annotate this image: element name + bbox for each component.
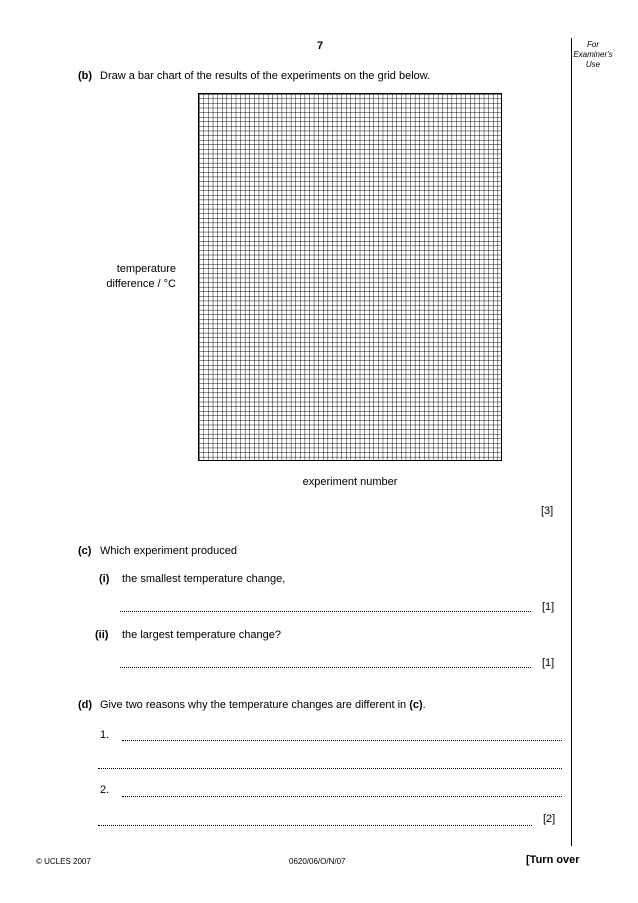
part-b-label: (b) (78, 70, 93, 82)
part-b-marks: [3] (541, 505, 554, 517)
examiner-line-1: For (587, 40, 599, 49)
examiner-line-3: Use (585, 60, 601, 69)
part-c-ii-label: (ii) (95, 629, 109, 641)
graph-grid[interactable] (198, 93, 502, 461)
reason-2-answer-line[interactable] (122, 796, 562, 797)
part-d-question-ref: (c) (409, 699, 423, 711)
reason-1-number: 1. (100, 729, 110, 741)
part-d-label: (d) (78, 699, 93, 711)
examiner-use-label (568, 40, 618, 70)
examiner-line-2: Examiner's (573, 50, 613, 59)
part-b-question: Draw a bar chart of the results of the experiments on the grid below. (100, 70, 431, 82)
y-axis-label-line-2: difference / °C (106, 278, 176, 290)
part-c-ii-question: the largest temperature change? (122, 629, 281, 641)
part-c-ii-marks: [1] (542, 657, 555, 669)
part-c-label: (c) (78, 545, 92, 557)
page-number: 7 (316, 40, 324, 52)
part-d-question-end: . (422, 699, 426, 711)
part-c-question: Which experiment produced (100, 545, 237, 557)
reason-2-number: 2. (100, 784, 110, 796)
part-c-i-question: the smallest temperature change, (122, 573, 286, 585)
reason-1-answer-line[interactable] (122, 740, 562, 741)
y-axis-label-line-1: temperature (116, 263, 176, 275)
part-c-i-label: (i) (99, 573, 110, 585)
turn-over: [Turn over (526, 854, 580, 866)
y-axis-label (80, 262, 176, 292)
part-d-marks: [2] (543, 813, 556, 825)
examiner-margin-line (571, 38, 572, 846)
copyright: © UCLES 2007 (36, 857, 91, 866)
reason-1-answer-line-2[interactable] (98, 768, 562, 769)
x-axis-label: experiment number (302, 476, 398, 488)
reason-2-answer-line-2[interactable] (98, 825, 532, 826)
part-c-i-answer-line[interactable] (120, 611, 531, 612)
paper-code: 0620/06/O/N/07 (289, 857, 346, 866)
part-d-question (100, 699, 426, 712)
part-c-ii-answer-line[interactable] (120, 667, 531, 668)
part-d-question-text: Give two reasons why the temperature changes are different in (100, 699, 410, 711)
part-c-i-marks: [1] (542, 601, 555, 613)
